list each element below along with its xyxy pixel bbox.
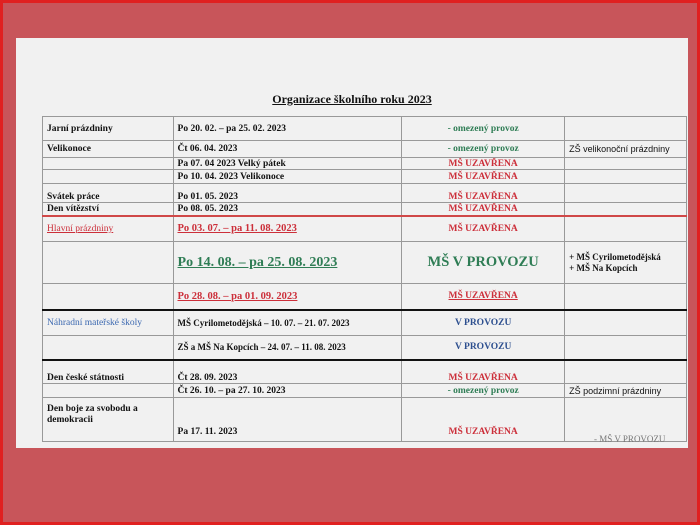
row-date: Po 28. 08. – pa 01. 09. 2023 xyxy=(173,284,402,310)
row-status: V PROVOZU xyxy=(402,310,565,336)
table-row xyxy=(43,284,687,310)
row-status: MŠ UZAVŘENA xyxy=(402,203,565,216)
table-row xyxy=(43,216,687,242)
row-status: MŠ UZAVŘENA xyxy=(402,170,565,184)
table-row xyxy=(43,336,687,360)
row-date: ZŠ a MŠ Na Kopcích – 24. 07. – 11. 08. 2023 xyxy=(173,336,402,360)
row-note xyxy=(565,117,687,141)
table-row xyxy=(43,398,687,442)
document-page xyxy=(16,38,688,448)
row-note xyxy=(565,184,687,203)
table-row xyxy=(43,242,687,284)
row-label xyxy=(43,242,174,284)
row-status: MŠ UZAVŘENA xyxy=(402,216,565,242)
partial-cut-text: - MŠ V PROVOZU xyxy=(594,434,666,444)
row-label: Jarní prázdniny xyxy=(43,117,174,141)
table-row xyxy=(43,184,687,203)
row-status: - omezený provoz xyxy=(402,141,565,158)
row-note xyxy=(565,336,687,360)
row-label xyxy=(43,384,174,398)
row-label xyxy=(43,170,174,184)
row-status: - omezený provoz xyxy=(402,117,565,141)
row-label: Den boje za svobodu a demokracii xyxy=(43,398,174,442)
row-note xyxy=(565,170,687,184)
row-status: MŠ UZAVŘENA xyxy=(402,360,565,384)
row-date: Čt 06. 04. 2023 xyxy=(173,141,402,158)
schedule-table xyxy=(42,116,687,442)
row-date: Po 08. 05. 2023 xyxy=(173,203,402,216)
row-date: Pa 07. 04 2023 Velký pátek xyxy=(173,158,402,170)
row-label xyxy=(43,284,174,310)
row-note: + MŠ Cyrilometodějská + MŠ Na Kopcích xyxy=(565,242,687,284)
row-status: MŠ UZAVŘENA xyxy=(402,284,565,310)
row-status: MŠ UZAVŘENA xyxy=(402,184,565,203)
row-note xyxy=(565,284,687,310)
row-status: MŠ UZAVŘENA xyxy=(402,398,565,442)
table-row xyxy=(43,170,687,184)
row-label: Hlavní prázdniny xyxy=(43,216,174,242)
row-note xyxy=(565,310,687,336)
row-label: Náhradní mateřské školy xyxy=(43,310,174,336)
row-note xyxy=(565,203,687,216)
table-row xyxy=(43,310,687,336)
row-date: Po 01. 05. 2023 xyxy=(173,184,402,203)
row-label: Velikonoce xyxy=(43,141,174,158)
row-date: Po 10. 04. 2023 Velikonoce xyxy=(173,170,402,184)
row-label: Svátek práce xyxy=(43,184,174,203)
row-label xyxy=(43,158,174,170)
row-date: Po 03. 07. – pa 11. 08. 2023 xyxy=(173,216,402,242)
row-date: Čt 28. 09. 2023 xyxy=(173,360,402,384)
row-label: Den vítězství xyxy=(43,203,174,216)
table-row xyxy=(43,117,687,141)
table-row xyxy=(43,158,687,170)
row-note: ZŠ podzimní prázdniny xyxy=(565,384,687,398)
row-label: Den české státnosti xyxy=(43,360,174,384)
table-row xyxy=(43,203,687,216)
row-note: ZŠ velikonoční prázdniny xyxy=(565,141,687,158)
row-date: Čt 26. 10. – pa 27. 10. 2023 xyxy=(173,384,402,398)
table-row xyxy=(43,360,687,384)
row-note xyxy=(565,216,687,242)
row-note xyxy=(565,360,687,384)
row-date: Pa 17. 11. 2023 xyxy=(173,398,402,442)
row-status: MŠ UZAVŘENA xyxy=(402,158,565,170)
row-status: - omezený provoz xyxy=(402,384,565,398)
row-status: V PROVOZU xyxy=(402,336,565,360)
row-status: MŠ V PROVOZU xyxy=(402,242,565,284)
row-date: Po 20. 02. – pa 25. 02. 2023 xyxy=(173,117,402,141)
row-note xyxy=(565,158,687,170)
table-row xyxy=(43,141,687,158)
row-date: Po 14. 08. – pa 25. 08. 2023 xyxy=(173,242,402,284)
row-date: MŠ Cyrilometodějská – 10. 07. – 21. 07. 2023 xyxy=(173,310,402,336)
table-row xyxy=(43,384,687,398)
page-title: Organizace školního roku 2023 xyxy=(272,92,432,106)
row-label xyxy=(43,336,174,360)
